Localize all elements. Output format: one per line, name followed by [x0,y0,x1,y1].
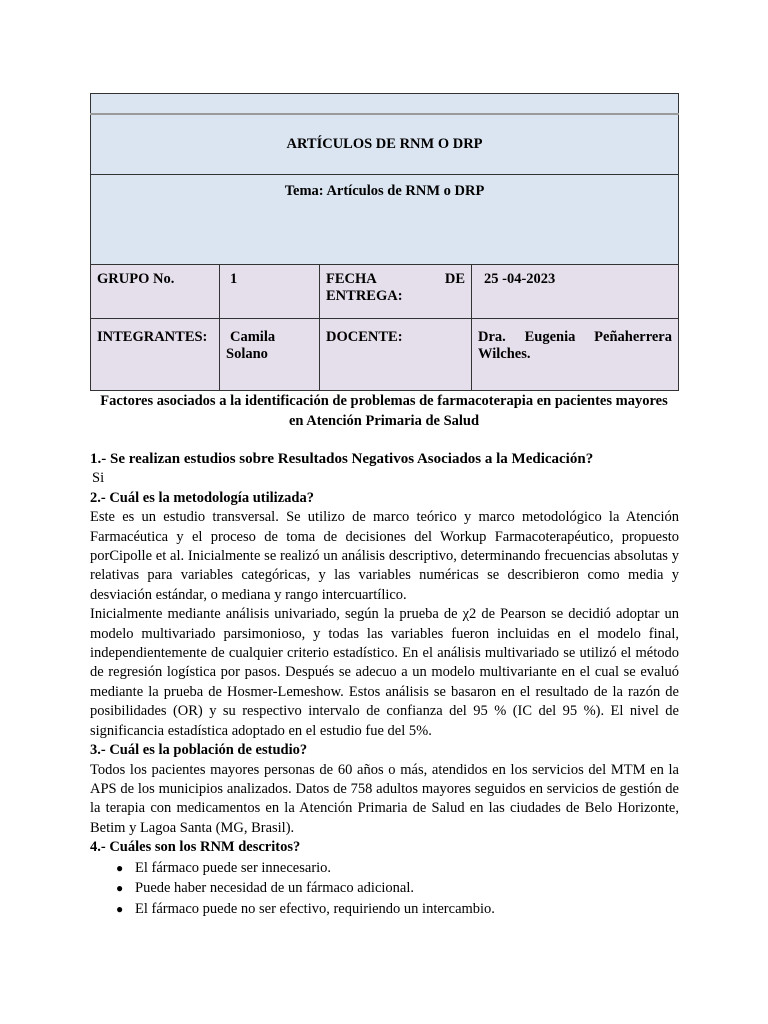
question-2: 2.- Cuál es la metodología utilizada? [90,489,314,506]
header-table [90,93,679,391]
answer-3: Todos los pacientes mayores personas de 60 años o más, atendidos en los servicios del MTM en la APS de los municipios analizados. Datos de 758 adultos mayores seguidos en servicios de gestión de la terapia con medicamentos en la Atención Primaria de Salud en las ciudades de Belo Horizonte, Betim y Lagoa Santa (MG, Brasil). [90,761,679,836]
integrantes-row [91,319,679,391]
question-3: 3.- Cuál es la población de estudio? [90,742,308,759]
fecha-label: FECHA DE ENTREGA: [320,265,472,319]
docente-label: DOCENTE: [320,319,472,391]
header-top-strip [91,94,679,115]
header-title: ARTÍCULOS DE RNM O DRP [91,114,679,175]
answer-1: Si [92,470,105,487]
rnm-list [90,858,679,920]
grupo-label: GRUPO No. [91,265,220,319]
question-4: 4.- Cuáles son los RNM descritos? [90,839,301,856]
list-item: ● El fármaco puede no ser efectivo, requiriendo un intercambio. [90,899,679,920]
bullet-icon: ● [116,860,124,875]
list-item: ● El fármaco puede ser innecesario. [90,858,679,879]
integrantes-value: Camila Solano [220,319,320,391]
grupo-value: 1 [220,265,320,319]
question-1: 1.- Se realizan estudios sobre Resultados Negativos Asociados a la Medicación? [90,451,594,467]
bullet-icon: ● [116,901,124,916]
integrantes-label: INTEGRANTES: [91,319,220,391]
bullet-icon: ● [116,881,124,896]
docente-value: Dra. Eugenia Peñaherrera Wilches. [472,319,679,391]
document-title: Factores asociados a la identificación de problemas de farmacoterapia en pacientes mayores en Atención Primaria de Salud [100,393,668,429]
answer-2-paragraph-2: Inicialmente mediante análisis univariado, según la prueba de χ2 de Pearson se decidió adoptar un modelo multivariado parsimonioso, y todas las variables fueron incluidas en el modelo final, independientemente de cualquier criterio estadístico. En el análisis multivariado se utilizó el método de regresión logística por pasos. Después se adecuo a un modelo multivariante en el cual se evaluó mediante la prueba de Hosmer-Lemeshow. Estos análisis se basaron en el resultado de la razón de posibilidades (OR) y su respectivo intervalo de confianza del 95 % (IC del 95 %). El nivel de significancia estadística adoptado en el estudio fue del 5%. [90,606,679,739]
answer-2-paragraph-1: Este es un estudio transversal. Se utilizo de marco teórico y marco metodológico la Atención Farmacéutica y el proceso de toma de decisiones del Workup Farmacoterapéutico, propuesto porCipolle et al. Inicialmente se realizó un análisis descriptivo, determinando frecuencias absolutas y relativas para variables categóricas, y las variables numéricas se describieron como media y desviación estándar, o mediana y rango intercuartílico. [90,509,679,603]
header-tema: Tema: Artículos de RNM o DRP [91,175,679,265]
fecha-value: 25 -04-2023 [472,265,679,319]
document-body [90,450,679,919]
grupo-row [91,265,679,319]
list-item: ● Puede haber necesidad de un fármaco adicional. [90,878,679,899]
